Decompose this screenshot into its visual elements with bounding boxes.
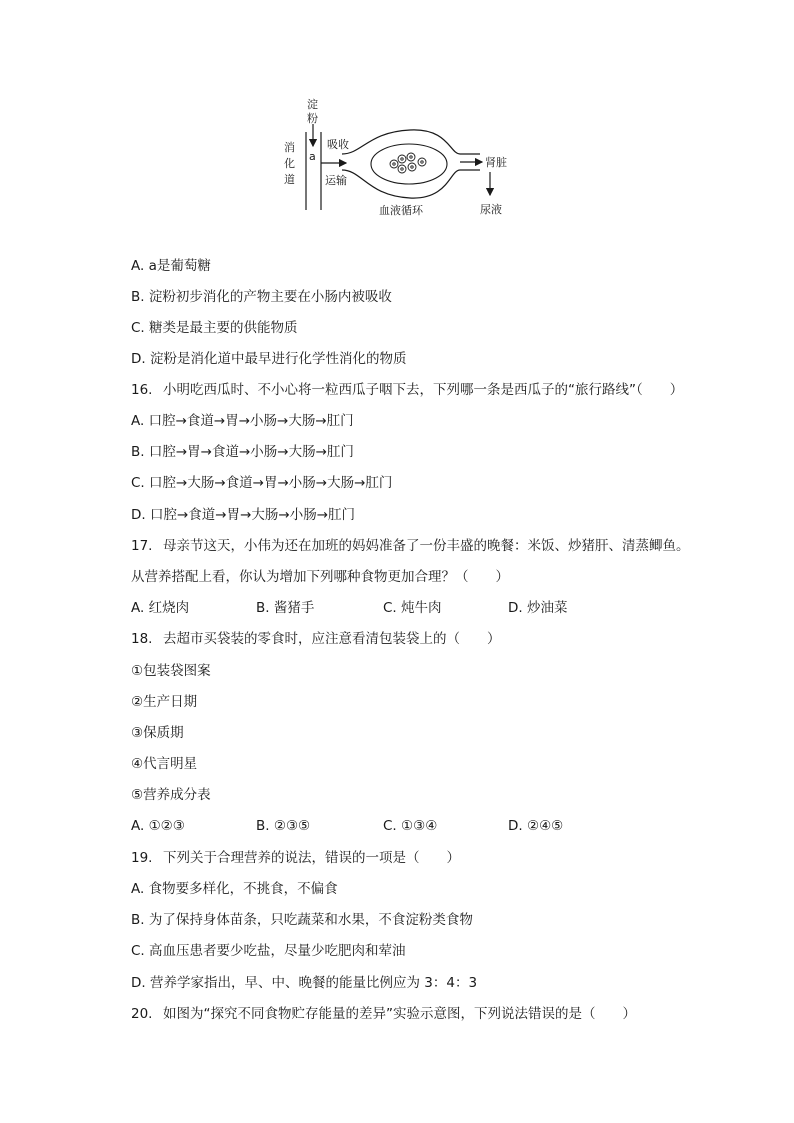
- q18-option-d: D. ②④⑤: [508, 818, 564, 834]
- tract-char-3: 道: [284, 173, 295, 186]
- q20-number: 20.: [131, 1006, 153, 1022]
- q18-item-2: ②生产日期: [131, 694, 198, 710]
- q17-option-a: A. 红烧肉: [131, 600, 190, 616]
- a-label: a: [309, 150, 316, 163]
- q18-item-1: ①包装袋图案: [131, 663, 211, 679]
- q18-item-5: ⑤营养成分表: [131, 787, 211, 803]
- q20-stem-line: [131, 1004, 636, 1024]
- q16-option-a: A. 口腔→食道→胃→小肠→大肠→肛门: [131, 413, 354, 429]
- q17-stem-1: 母亲节这天，小伟为还在加班的妈妈准备了一份丰盛的晚餐：米饭、炒猪肝、清蒸鲫鱼。: [163, 538, 690, 554]
- q16-number: 16.: [131, 382, 153, 398]
- kidney-label: 肾脏: [485, 156, 507, 169]
- q15-option-d: D. 淀粉是消化道中最早进行化学性消化的物质: [131, 351, 407, 367]
- q15-option-a: A. a是葡萄糖: [131, 258, 211, 274]
- q19-option-b: B. 为了保持身体苗条，只吃蔬菜和水果，不食淀粉类食物: [131, 912, 473, 928]
- starch-char-1: 淀: [307, 98, 318, 111]
- tract-char-2: 化: [284, 157, 295, 170]
- q17-number: 17.: [131, 538, 153, 554]
- q18-item-3: ③保质期: [131, 725, 184, 741]
- transport-label: 运输: [325, 174, 347, 187]
- blood-vessel: [342, 130, 480, 198]
- blood-circulation-label: 血液循环: [379, 204, 423, 217]
- q18-item-4: ④代言明星: [131, 756, 198, 772]
- q17-option-d: D. 炒油菜: [508, 600, 568, 616]
- q15-option-b: B. 淀粉初步消化的产物主要在小肠内被吸收: [131, 289, 392, 305]
- q17-stem-line1: [131, 536, 690, 556]
- q16-option-c: C. 口腔→大肠→食道→胃→小肠→大肠→肛门: [131, 475, 393, 491]
- q18-number: 18.: [131, 631, 153, 647]
- starch-char-2: 粉: [307, 112, 318, 125]
- absorb-label: 吸收: [327, 138, 349, 151]
- q19-number: 19.: [131, 850, 153, 866]
- digestion-diagram: [270, 92, 530, 227]
- q15-option-c: C. 糖类是最主要的供能物质: [131, 320, 298, 336]
- q19-option-c: C. 高血压患者要少吃盐，尽量少吃肥肉和荤油: [131, 943, 406, 959]
- q16-option-d: D. 口腔→食道→胃→大肠→小肠→肛门: [131, 507, 356, 523]
- q18-option-a: A. ①②③: [131, 818, 185, 834]
- q17-option-c: C. 炖牛肉: [383, 600, 442, 616]
- tract-char-1: 消: [284, 141, 295, 154]
- q19-stem: 下列关于合理营养的说法，错误的一项是（ ）: [163, 850, 460, 866]
- q18-stem: 去超市买袋装的零食时，应注意看清包装袋上的（ ）: [163, 631, 501, 647]
- q18-option-c: C. ①③④: [383, 818, 438, 834]
- q16-stem: 小明吃西瓜时、不小心将一粒西瓜子咽下去，下列哪一条是西瓜子的“旅行路线”（ ）: [163, 382, 684, 398]
- urine-label: 尿液: [480, 203, 502, 216]
- q17-option-b: B. 酱猪手: [256, 600, 315, 616]
- digestion-diagram-svg: [270, 92, 530, 227]
- q19-stem-line: [131, 848, 460, 868]
- q19-option-a: A. 食物要多样化，不挑食，不偏食: [131, 881, 338, 897]
- blood-cells: [390, 153, 426, 173]
- q18-stem-line: [131, 629, 501, 649]
- q16-stem-line: [131, 380, 683, 400]
- q20-stem: 如图为“探究不同食物贮存能量的差异”实验示意图，下列说法错误的是（ ）: [163, 1006, 636, 1022]
- q18-option-b: B. ②③⑤: [256, 818, 311, 834]
- q16-option-b: B. 口腔→胃→食道→小肠→大肠→肛门: [131, 444, 354, 460]
- q17-stem-line2: 从营养搭配上看，你认为增加下列哪种食物更加合理？（ ）: [131, 569, 509, 585]
- q19-option-d: D. 营养学家指出，早、中、晚餐的能量比例应为 3：4：3: [131, 975, 478, 991]
